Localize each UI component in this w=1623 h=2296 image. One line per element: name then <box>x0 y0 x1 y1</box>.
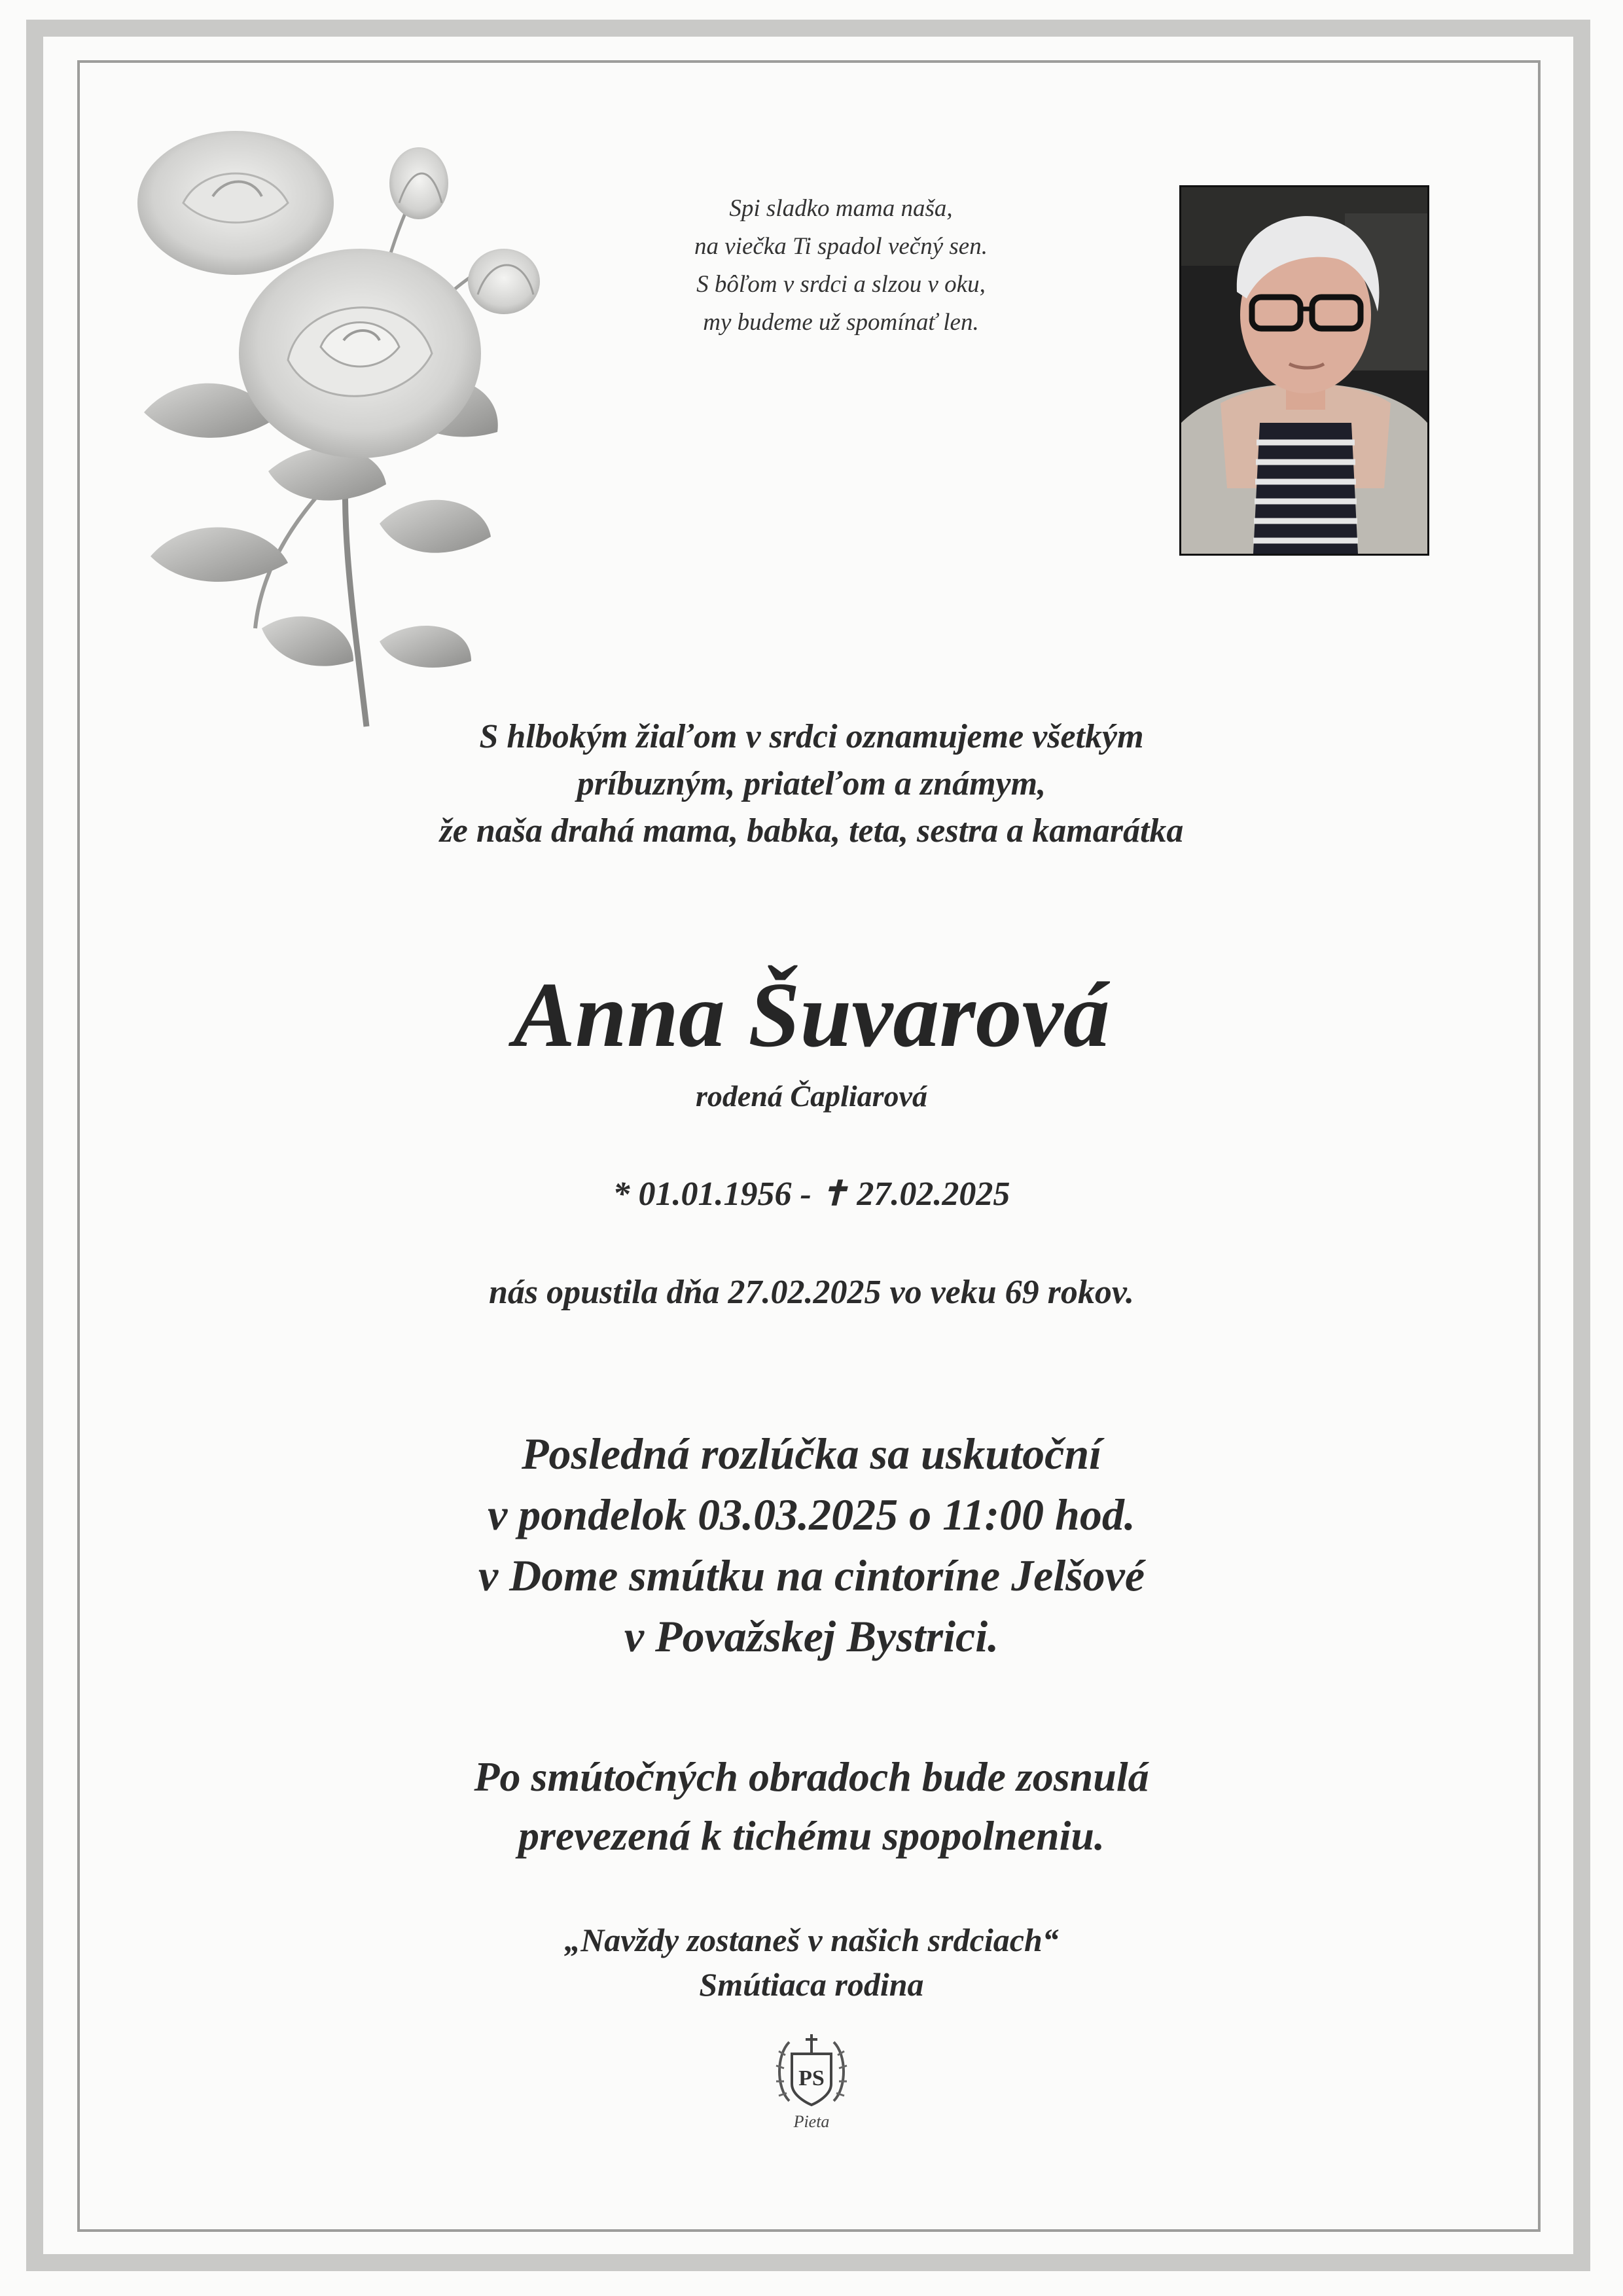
farewell-line: v Dome smútku na cintoríne Jelšové <box>478 1551 1145 1600</box>
deceased-name: Anna Šuvarová <box>513 963 1110 1066</box>
memorial-verse <box>589 190 1093 342</box>
maiden-name: rodená Čapliarová <box>696 1079 927 1113</box>
logo-caption: Pieta <box>793 2112 830 2131</box>
life-dates: * 01.01.1956 - ✝ 27.02.2025 <box>613 1175 1010 1213</box>
farewell-line: v pondelok 03.03.2025 o 11:00 hod. <box>488 1490 1135 1539</box>
transfer-line: prevezená k tichému spopolneniu. <box>518 1812 1105 1859</box>
death-notice: nás opustila dňa 27.02.2025 vo veku 69 rokov. <box>488 1274 1135 1311</box>
closing-text <box>0 1918 1623 2007</box>
farewell-details <box>0 1424 1623 1667</box>
logo-monogram: PS <box>798 2066 825 2090</box>
verse-line: na viečka Ti spadol večný sen. <box>694 233 988 260</box>
verse-line: Spi sladko mama naša, <box>729 195 953 222</box>
announcement-line: S hlbokým žiaľom v srdci oznamujeme všetkým <box>479 718 1144 755</box>
transfer-line: Po smútočných obradoch bude zosnulá <box>474 1753 1149 1800</box>
announcement-line: príbuzným, priateľom a známym, <box>577 765 1046 802</box>
family-signature: Smútiaca rodina <box>699 1966 924 2003</box>
portrait-photo <box>1179 185 1429 556</box>
verse-line: S bôľom v srdci a slzou v oku, <box>696 271 986 298</box>
farewell-line: v Považskej Bystrici. <box>624 1611 999 1661</box>
pieta-logo <box>770 2029 853 2134</box>
farewell-line: Posledná rozlúčka sa uskutoční <box>521 1429 1102 1479</box>
cremation-notice <box>0 1748 1623 1865</box>
rose-illustration <box>105 105 602 733</box>
motto-line: „Navždy zostaneš v našich srdciach“ <box>564 1922 1059 1958</box>
announcement-text <box>0 713 1623 855</box>
announcement-line: že naša drahá mama, babka, teta, sestra a kamarátka <box>439 812 1184 850</box>
verse-line: my budeme už spomínať len. <box>703 309 979 336</box>
